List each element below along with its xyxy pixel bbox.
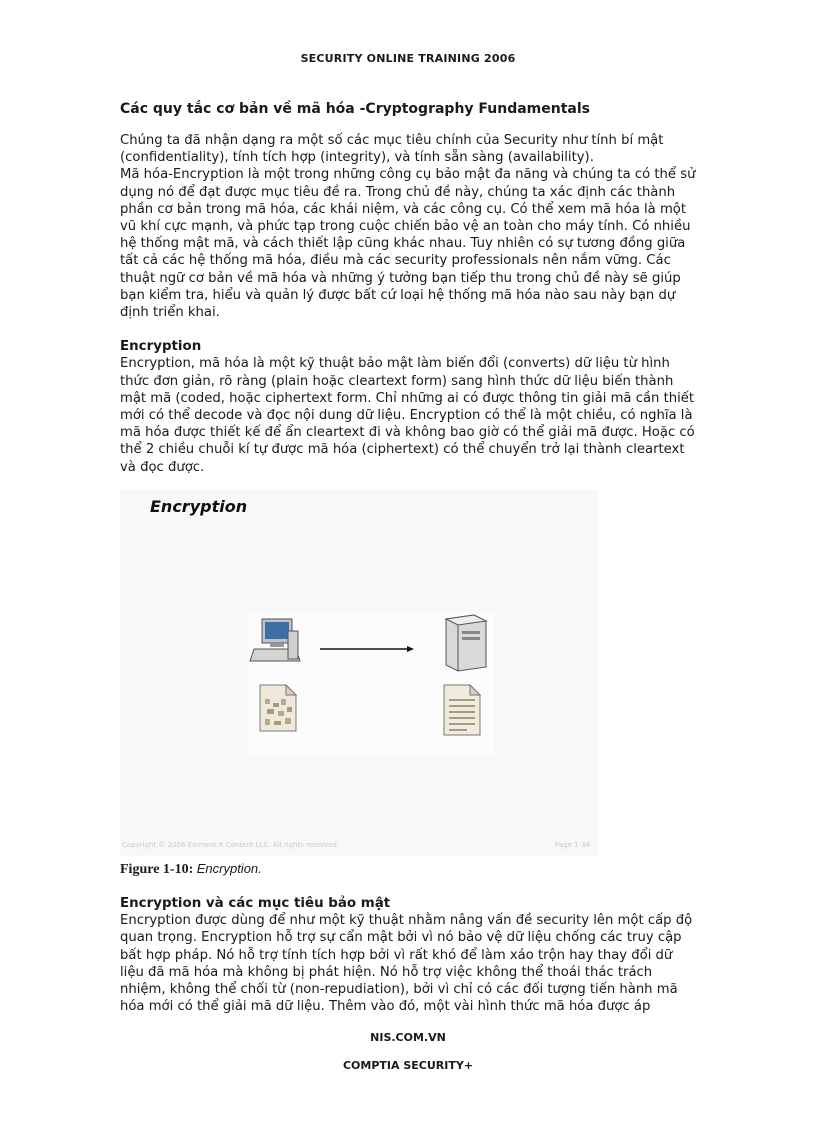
encryption-figure <box>120 490 598 856</box>
figure-copyright: Copyright © 2006 Element K Content LLC. All rights reserved. <box>122 840 340 849</box>
encrypted-document-icon <box>260 685 296 731</box>
article-title: Các quy tắc cơ bản về mã hóa -Cryptography Fundamentals <box>120 101 591 117</box>
footer-site: NIS.COM.VN <box>370 1031 446 1044</box>
goals-heading: Encryption và các mục tiêu bảo mật <box>120 896 391 912</box>
goals-paragraph: Encryption được dùng để như một kỹ thuật nhằm nâng vấn đề security lên một cấp độ quan trọng. Encryption hỗ trợ sự cẩn mật bởi vì nó bảo vệ dữ liệu chống các truy cập bất hợp pháp. Nó hỗ trợ tính tích hợp bởi vì rất khó để làm xáo trộn hay thay đổi dữ liệu đã mã hóa mà không bị phát hiện. Nó hỗ trợ việc không thể thoái thác trách nhiệm, không thể chối từ (non-repudiation), bởi vì chỉ có các đối tượng tiến hành mã hóa mới có thể giải mã dữ liệu. Thêm vào đó, một vài hình thức mã hóa được áp <box>120 913 693 1015</box>
intro-paragraph-1: Chúng ta đã nhận dạng ra một số các mục tiêu chính của Security như tính bí mật (confidentiality), tính tích hợp (integrity), và tính sẵn sàng (availability). <box>120 133 664 166</box>
figure-page-ref: Page 1-34 <box>554 840 590 849</box>
transfer-arrow-icon <box>320 646 414 652</box>
figure-title: Encryption <box>150 496 248 516</box>
figure-diagram <box>248 613 494 755</box>
figure-caption-text: Encryption. <box>196 860 262 876</box>
article-body <box>120 100 700 1015</box>
server-icon <box>446 615 486 671</box>
cleartext-document-icon <box>444 685 480 735</box>
client-computer-icon <box>250 619 300 661</box>
intro-paragraph-2: Mã hóa-Encryption là một trong những công cụ bảo mật đa năng và chúng ta có thể sử dụng nó để đạt được mục tiêu đề ra. Trong chủ đề này, chúng ta xác định các thành phần cơ bản trong mã hóa, các khái niệm, và các công cụ. Có thể xem mã hóa là một vũ khí cực mạnh, và phức tạp trong cuộc chiến bảo vệ an toàn cho máy tính. Có nhiều hệ thống mật mã, và cách thiết lập cũng khác nhau. Tuy nhiên có sự tương đồng giữa tất cả các hệ thống mã hóa, điều mà các security professionals nên nắm vững. Các thuật ngữ cơ bản về mã hóa và những ý tưởng bạn tiếp thu trong chủ đề này sẽ giúp bạn kiểm tra, hiểu và quản lý được bất cứ loại hệ thống mã hóa nào sau này bạn dự định triển khai. <box>120 167 696 321</box>
encryption-paragraph: Encryption, mã hóa là một kỹ thuật bảo mật làm biến đổi (converts) dữ liệu từ hình thức đơn giản, rõ ràng (plain hoặc cleartext form) sang hình thức dữ liệu biến thành mật mã (coded, hoặc ciphertext form. Chỉ những ai có được thông tin giải mã cần thiết mới có thể decode và đọc nội dung dữ liệu. Encryption có thể là một chiều, có nghĩa là mã hóa được thiết kế để ẩn cleartext đi và không bao giờ có thể giải mã được. Hoặc có thể 2 chiều chuỗi kí tự được mã hóa (ciphertext) có thể chuyển trở lại thành cleartext và đọc được. <box>120 356 695 475</box>
encryption-heading: Encryption <box>120 339 202 355</box>
figure-caption-label: Figure 1-10: <box>120 861 194 877</box>
figure-caption <box>120 860 700 878</box>
page-header: SECURITY ONLINE TRAINING 2006 <box>300 52 516 65</box>
footer-course: COMPTIA SECURITY+ <box>342 1059 474 1072</box>
